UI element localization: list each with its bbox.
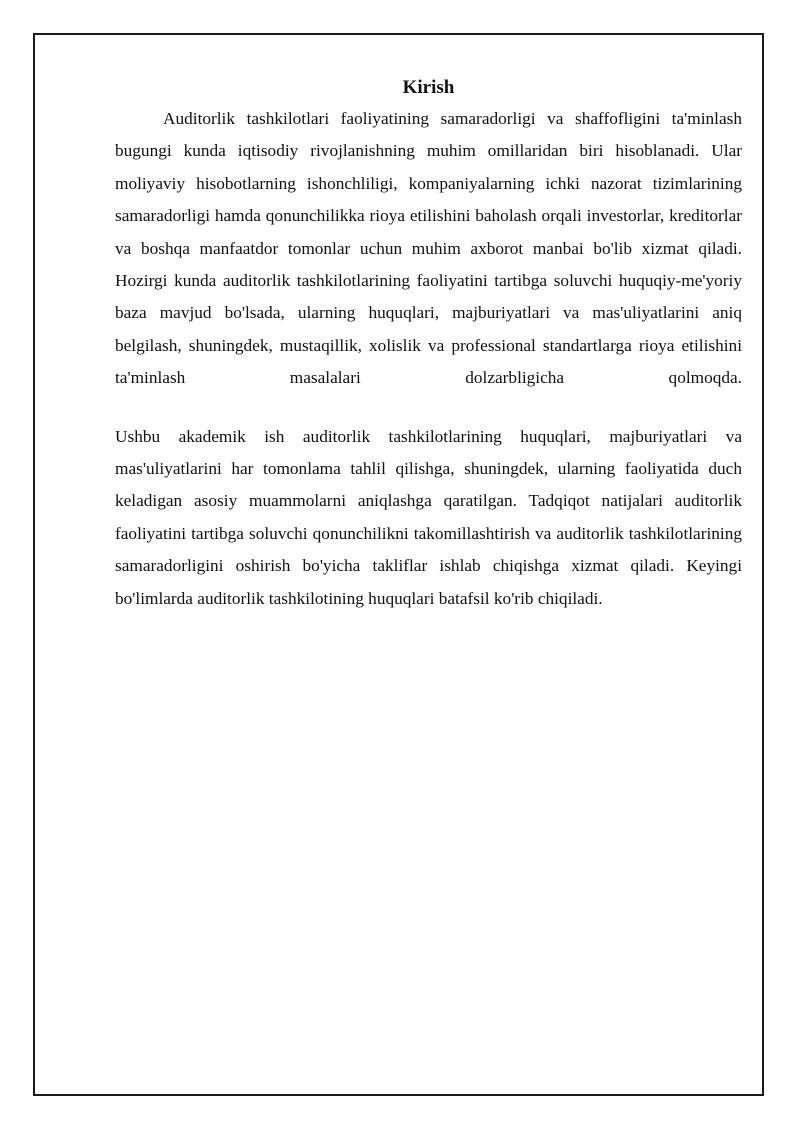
document-title: Kirish	[402, 77, 455, 98]
document-body	[115, 76, 742, 615]
paragraph-1: Auditorlik tashkilotlari faoliyatining samaradorligi va shaffofligini ta'minlash bugungi kunda iqtisodiy rivojlanishning muhim omillaridan biri hisoblanadi. Ular moliyaviy hisobotlarning ishonchliligi, kompaniyalarning ichki nazorat tizimlarining samaradorligi hamda qonunchilikka rioya etilishini baholash orqali investorlar, kreditorlar va boshqa manfaatdor tomonlar uchun muhim axborot manbai bo'lib xizmat qiladi. Hozirgi kunda auditorlik tashkilotlarining faoliyatini tartibga soluvchi huquqiy-me'yoriy baza mavjud bo'lsada, ularning huquqlari, majburiyatlari va mas'uliyatlarini aniq belgilash, shuningdek, mustaqillik, xolislik va professional standartlarga rioya etilishini ta'minlash masalalari dolzarbligicha qolmoqda.	[115, 109, 742, 388]
paragraph-2: Ushbu akademik ish auditorlik tashkilotlarining huquqlari, majburiyatlari va mas'uliyatlarini har tomonlama tahlil qilishga, shuningdek, ularning faoliyatida duch keladigan asosiy muammolarni aniqlashga qaratilgan. Tadqiqot natijalari auditorlik faoliyatini tartibga soluvchi qonunchilikni takomillashtirish va auditorlik tashkilotlarining samaradorligini oshirish bo'yicha takliflar ishlab chiqishga xizmat qiladi. Keyingi bo'limlarda auditorlik tashkilotining huquqlari batafsil ko'rib chiqiladi.	[115, 426, 742, 608]
